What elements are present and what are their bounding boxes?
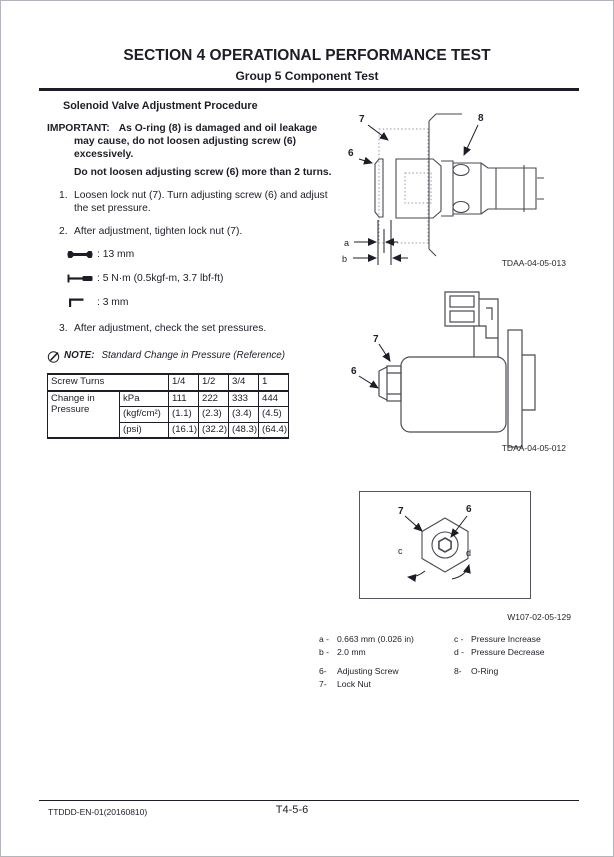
legend-value: 0.663 mm (0.026 in)	[337, 634, 414, 644]
table-value-cell: (48.3)	[229, 422, 259, 438]
step-1	[47, 189, 339, 215]
footer-divider	[39, 800, 579, 801]
legend-dimensions	[319, 633, 545, 658]
note-row	[47, 349, 339, 367]
legend-value: Pressure Increase	[471, 634, 541, 644]
torque-wrench-icon	[67, 274, 97, 283]
step-number: 3.	[59, 323, 68, 334]
table-header-label: Screw Turns	[48, 374, 169, 391]
header-divider	[39, 88, 579, 91]
legend-key: 8-	[454, 666, 462, 676]
procedure-heading: Solenoid Valve Adjustment Procedure	[63, 100, 258, 112]
legend-key: 7-	[319, 678, 327, 689]
tool-spec-text: : 5 N·m (0.5kgf-m, 3.7 lbf-ft)	[97, 273, 224, 284]
note-pencil-icon	[47, 349, 64, 367]
table-value-cell: (64.4)	[259, 422, 289, 438]
step-text: After adjustment, check the set pressures.	[74, 323, 267, 334]
solenoid-outline	[379, 292, 535, 447]
figure-code: TDAA-04-05-012	[501, 443, 566, 453]
table-row	[48, 391, 289, 407]
nut-outline	[422, 518, 468, 572]
wrench-icon	[67, 249, 97, 260]
important-text-1: As O-ring (8) is damaged and oil leakage may cause, do not loosen adjusting screw (6) excessively.	[74, 123, 318, 160]
step-number: 2.	[59, 226, 68, 237]
legend-key: c -	[454, 634, 464, 644]
figure-solenoid-side	[338, 286, 598, 458]
table-header-cell: 1	[259, 374, 289, 391]
important-label: IMPORTANT:	[47, 123, 110, 134]
figure-code: TDAA-04-05-013	[501, 258, 566, 268]
tool-spec-torque	[67, 271, 339, 286]
table-value-cell: 333	[229, 391, 259, 407]
figure-code: W107-02-05-129	[507, 612, 571, 622]
callout-6: 6	[466, 504, 472, 515]
note-label: NOTE:	[64, 350, 95, 361]
legend-value: 2.0 mm	[337, 646, 366, 657]
step-text: Loosen lock nut (7). Turn adjusting screw (6) and adjust the set pressure.	[74, 190, 328, 214]
dim-label-b: b	[342, 254, 348, 264]
table-unit-cell: (psi)	[120, 422, 169, 438]
note-text: Standard Change in Pressure (Reference)	[101, 350, 286, 361]
table-value-cell: (32.2)	[199, 422, 229, 438]
callout-arrows	[359, 344, 390, 388]
callout-arrows	[405, 516, 472, 579]
hidden-lock-nut-outline	[379, 129, 431, 243]
important-paragraph-1	[47, 122, 339, 161]
table-value-cell: 222	[199, 391, 229, 407]
table-header-cell: 3/4	[229, 374, 259, 391]
dir-label-c: c	[398, 546, 403, 556]
hex-key-icon	[67, 297, 97, 308]
table-value-cell: 444	[259, 391, 289, 407]
callout-7: 7	[398, 506, 404, 517]
table-value-cell: (2.3)	[199, 407, 229, 423]
page-title: SECTION 4 OPERATIONAL PERFORMANCE TEST	[123, 47, 491, 64]
valve-outline	[375, 114, 544, 256]
callout-6: 6	[351, 366, 357, 377]
step-2	[47, 225, 339, 238]
table-header-cell: 1/4	[169, 374, 199, 391]
step-text: After adjustment, tighten lock nut (7).	[74, 226, 243, 237]
callout-6: 6	[348, 148, 354, 159]
tool-spec-text: : 13 mm	[97, 249, 135, 260]
callout-8: 8	[478, 113, 484, 124]
tool-spec-text: : 3 mm	[97, 297, 129, 308]
legend-key: b -	[319, 646, 330, 657]
table-value-cell: 111	[169, 391, 199, 407]
page-number: T4-5-6	[275, 804, 309, 816]
table-value-cell: (4.5)	[259, 407, 289, 423]
legend-value: Pressure Decrease	[471, 646, 545, 657]
figure-nut-front	[359, 491, 531, 599]
figure-valve-section	[338, 101, 596, 273]
tool-spec-wrench	[67, 247, 339, 262]
table-header-row	[48, 374, 289, 391]
legend-key: a -	[319, 634, 330, 644]
step-number: 1.	[59, 190, 68, 201]
table-unit-cell: (kgf/cm²)	[120, 407, 169, 423]
callout-7: 7	[359, 114, 365, 125]
table-row-label: Change in Pressure	[48, 391, 120, 439]
dim-label-a: a	[344, 238, 350, 248]
tool-spec-hexkey	[67, 295, 339, 310]
legend-value: O-Ring	[471, 666, 499, 676]
table-value-cell: (3.4)	[229, 407, 259, 423]
legend-value: Adjusting Screw	[337, 666, 399, 676]
legend-key: 6-	[319, 666, 327, 676]
dimension-lines	[353, 125, 478, 265]
table-header-cell: 1/2	[199, 374, 229, 391]
table-value-cell: (1.1)	[169, 407, 199, 423]
callout-7: 7	[373, 334, 379, 345]
dir-label-d: d	[466, 548, 472, 558]
procedure-column	[47, 100, 339, 439]
legend-parts	[319, 665, 498, 690]
page-subtitle: Group 5 Component Test	[235, 69, 379, 83]
step-3	[47, 322, 339, 335]
legend-value: Lock Nut	[337, 678, 371, 689]
table-unit-cell: kPa	[120, 391, 169, 407]
pressure-table	[47, 373, 289, 439]
document-code: TTDDD-EN-01(20160810)	[48, 807, 148, 817]
important-paragraph-2: Do not loosen adjusting screw (6) more than 2 turns.	[74, 167, 332, 178]
legend-key: d -	[454, 646, 465, 657]
table-value-cell: (16.1)	[169, 422, 199, 438]
